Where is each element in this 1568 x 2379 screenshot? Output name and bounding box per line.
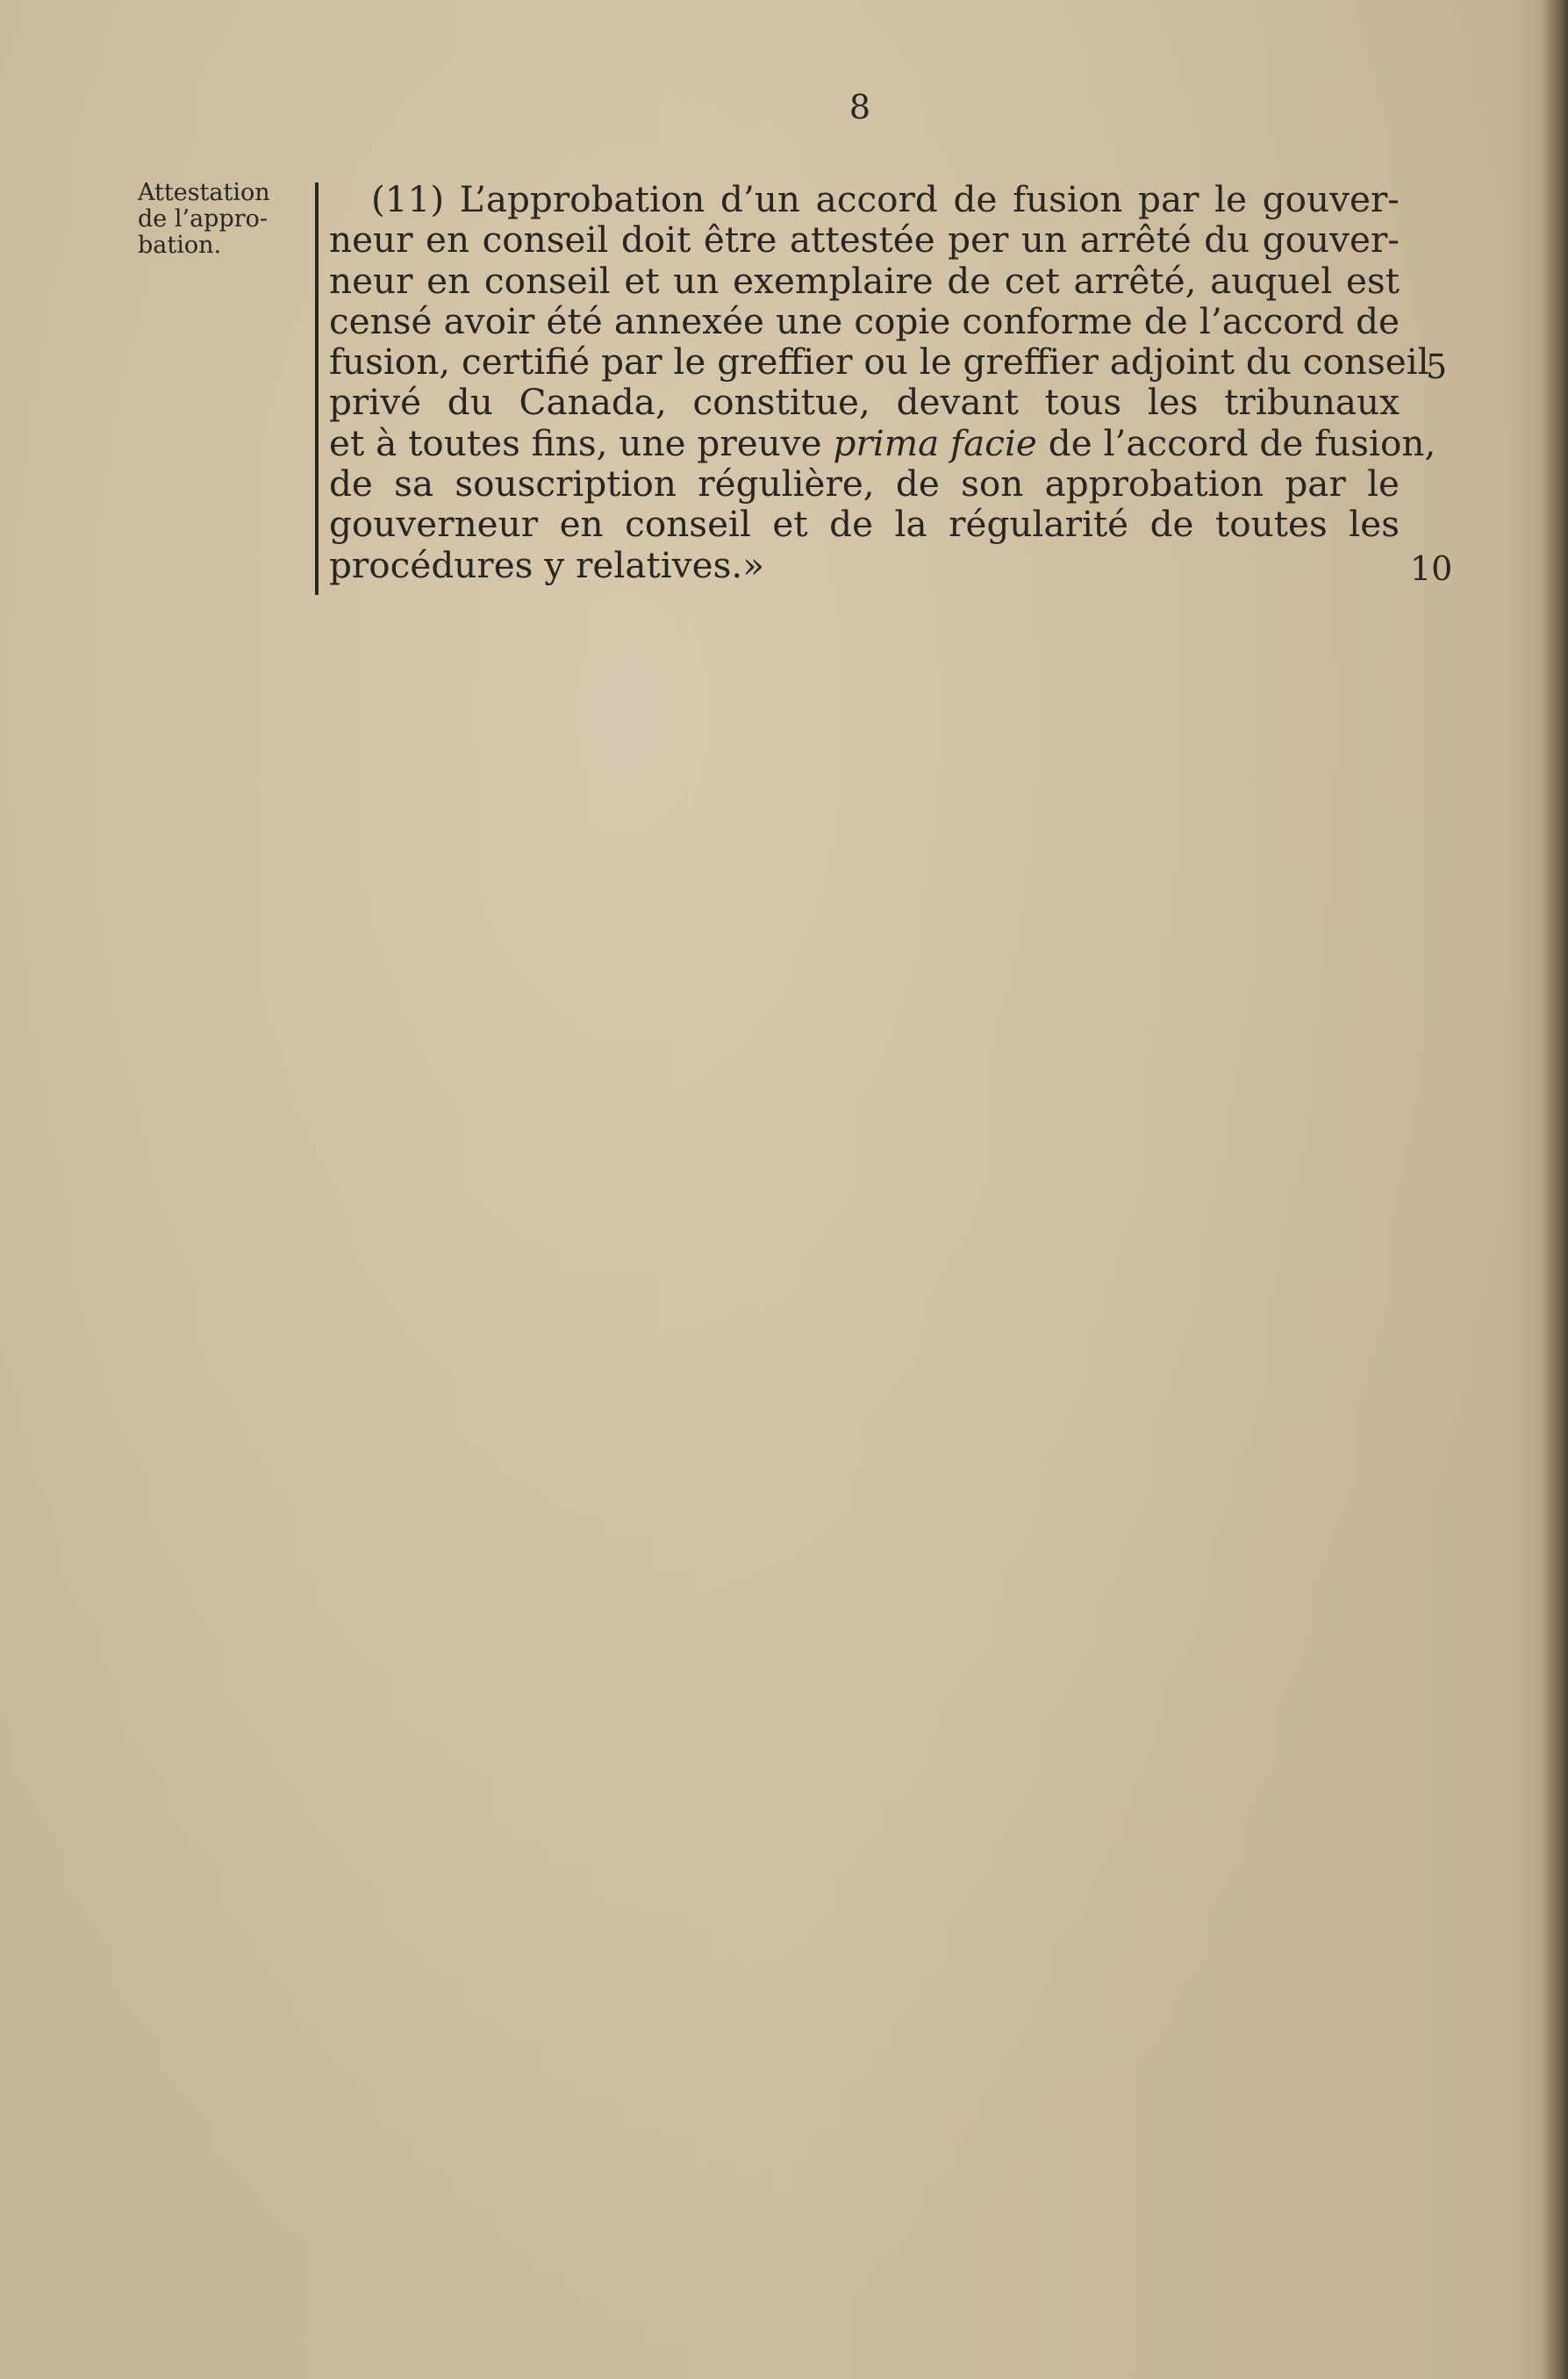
italic-term: prima facie xyxy=(833,421,1037,464)
margin-note-line: Attestation xyxy=(138,179,270,206)
margin-note-line: bation. xyxy=(138,232,222,259)
paragraph-line: privé du Canada, constitue, devant tous les tribunaux xyxy=(329,381,1400,424)
paragraph-line: (11) L’approbation d’un accord de fusion par le gouver- xyxy=(371,178,1400,220)
line-text: de l’accord de fusion, xyxy=(1036,421,1436,464)
margin-note xyxy=(138,180,296,259)
paragraph-line: neur en conseil et un exemplaire de cet arrêté, auquel est xyxy=(329,259,1400,302)
paragraph-line: neur en conseil doit être attestée per un arrêté du gouver- xyxy=(329,219,1400,262)
line-number-5: 5 xyxy=(1426,348,1448,386)
paragraph-line: censé avoir été annexée une copie conforme de l’accord de xyxy=(329,299,1400,342)
paragraph-line-with-italic xyxy=(329,421,1436,464)
paragraph-line: gouverneur en conseil et de la régularité de toutes les xyxy=(329,503,1400,546)
line-text: et à toutes fins, une preuve xyxy=(329,421,834,464)
paragraph-line: procédures y relatives.» xyxy=(329,543,765,586)
page-edge-shadow xyxy=(1542,0,1568,2379)
paragraph-line: de sa souscription régulière, de son approbation par le xyxy=(329,462,1400,505)
line-number-10: 10 xyxy=(1410,549,1453,588)
margin-rule xyxy=(315,183,319,595)
page-number: 8 xyxy=(848,88,871,126)
paragraph-line: fusion, certifié par le greffier ou le greffier adjoint du conseil xyxy=(329,340,1429,383)
margin-note-line: de l’appro- xyxy=(138,205,268,233)
